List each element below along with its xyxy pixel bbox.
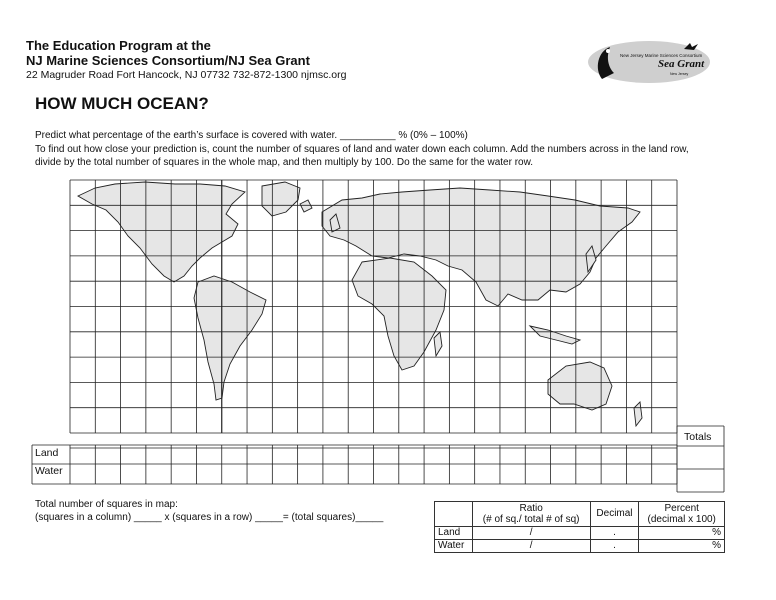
page-title: HOW MUCH OCEAN? xyxy=(35,94,209,113)
greenland xyxy=(262,182,300,216)
ratio-row-water xyxy=(435,539,725,552)
ratio-table-header xyxy=(435,502,725,527)
new-zealand xyxy=(634,402,642,426)
percent-cell[interactable]: % xyxy=(639,539,725,552)
totals-label: Totals xyxy=(684,431,712,443)
logo-left-text: New Jersey Marine Sciences Consortium xyxy=(620,53,703,58)
ratio-row-label: Land xyxy=(435,526,473,539)
org-line1: The Education Program at the xyxy=(26,38,211,53)
total-squares-section xyxy=(35,498,383,524)
australia xyxy=(548,362,612,410)
water-row-label: Water xyxy=(35,465,63,477)
ratio-cell[interactable]: / xyxy=(472,539,590,552)
south-america xyxy=(194,276,266,400)
decimal-header: Decimal xyxy=(590,502,639,527)
prediction-line: Predict what percentage of the earth’s surface is covered with water. __________ % (0% – 100%) xyxy=(35,130,468,141)
decimal-cell[interactable]: . xyxy=(590,539,639,552)
instructions-text: To find out how close your prediction is, count the number of squares of land and water down each column. Add the numbers across in the land row, divide by the total number of squares in the whole map, and then multiply by 100. Do the same for the water row. xyxy=(35,143,689,168)
land-row-label: Land xyxy=(35,447,59,459)
address: 22 Magruder Road Fort Hancock, NJ 07732 732-872-1300 njmsc.org xyxy=(26,69,347,81)
decimal-cell[interactable]: . xyxy=(590,526,639,539)
total-squares-formula: (squares in a column) _____ x (squares in a row) _____= (total squares)_____ xyxy=(35,512,384,523)
total-squares-heading: Total number of squares in map: xyxy=(35,499,178,510)
logo-right-text: Sea Grant xyxy=(658,58,705,70)
land-masses xyxy=(78,182,642,426)
indonesia xyxy=(530,326,580,344)
ratio-row-land xyxy=(435,526,725,539)
percent-header: Percent (decimal x 100) xyxy=(639,502,725,527)
ratio-row-label: Water xyxy=(435,539,473,552)
ratio-table-blank-header xyxy=(435,502,473,527)
ratio-cell[interactable]: / xyxy=(472,526,590,539)
ratio-header: Ratio (# of sq./ total # of sq) xyxy=(472,502,590,527)
org-line2: NJ Marine Sciences Consortium/NJ Sea Grant xyxy=(26,53,310,68)
madagascar xyxy=(434,332,442,356)
north-america xyxy=(78,182,245,282)
percent-cell[interactable]: % xyxy=(639,526,725,539)
ratio-table xyxy=(434,501,725,553)
logo-right-subtext: New Jersey xyxy=(670,72,689,76)
antarctica-fragment xyxy=(300,200,312,212)
count-table-grid xyxy=(32,426,724,492)
